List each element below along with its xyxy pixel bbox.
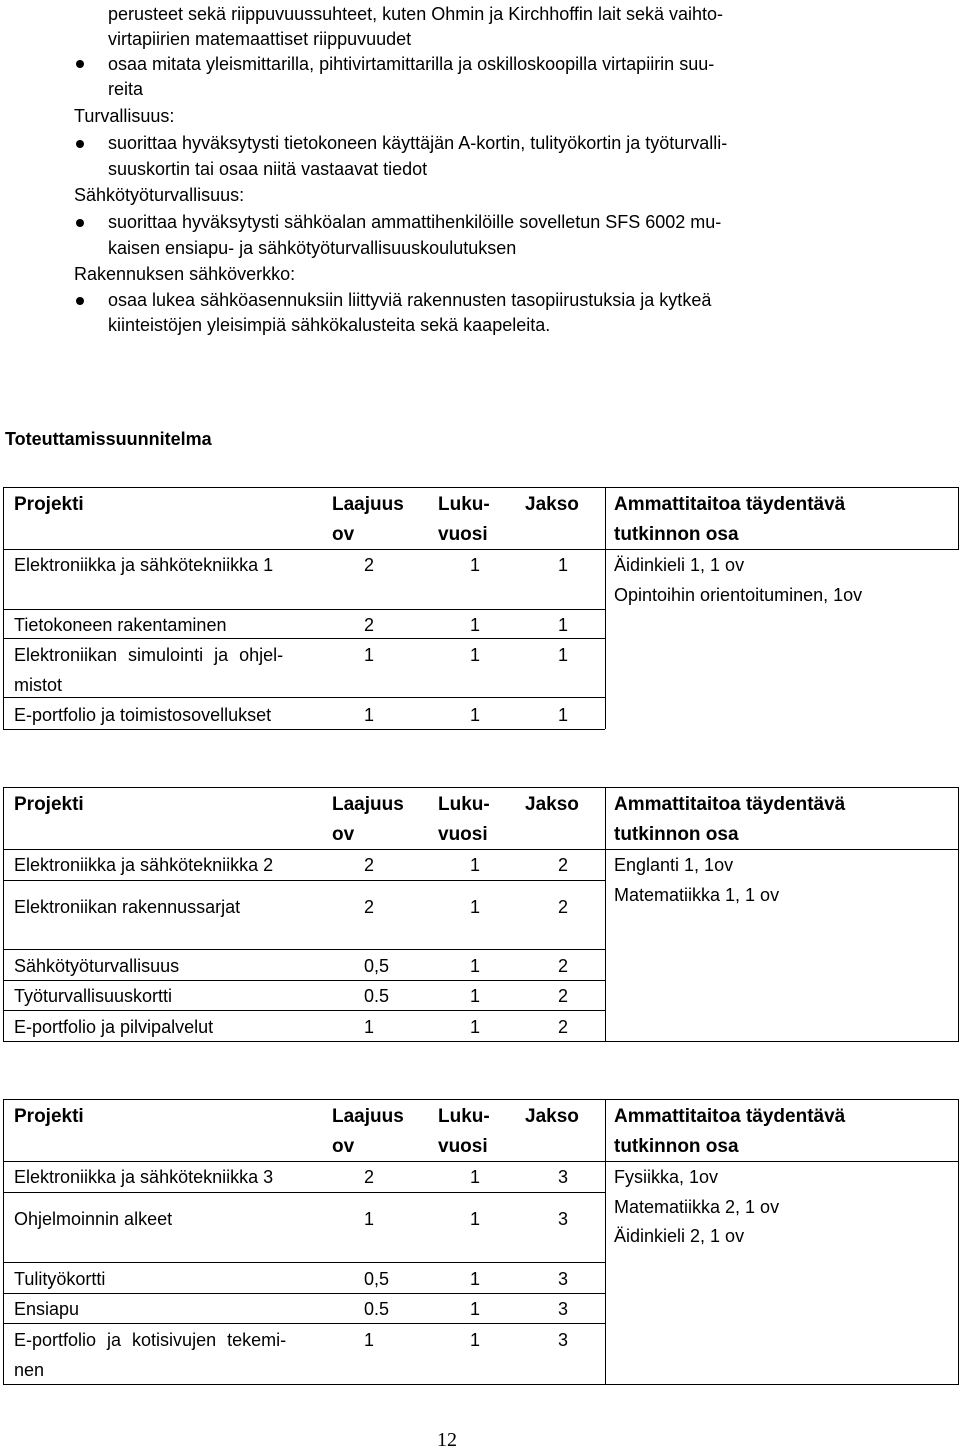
section-title: Toteuttamissuunnitelma xyxy=(5,429,212,449)
table-row-lukuvuosi: 1 xyxy=(470,855,481,875)
table-row-name: Elektroniikan rakennussarjat xyxy=(14,897,241,917)
header-projekti: Projekti xyxy=(14,494,84,515)
table-row-lukuvuosi: 1 xyxy=(470,1167,481,1187)
table-row-laajuus: 2 xyxy=(364,897,375,917)
header-laajuus: Laajuus xyxy=(332,1106,404,1127)
table-row-jakso: 1 xyxy=(558,645,569,665)
table-row-lukuvuosi: 1 xyxy=(470,956,481,976)
table-row-lukuvuosi: 1 xyxy=(470,897,481,917)
intro-line: suuskortin tai osaa niitä vastaavat tiedot xyxy=(108,159,428,179)
table-row-lukuvuosi: 1 xyxy=(470,1269,481,1289)
supplement-item: Matematiikka 1, 1 ov xyxy=(614,885,780,905)
table-row-laajuus: 2 xyxy=(364,555,375,575)
table-row-jakso: 2 xyxy=(558,1017,569,1037)
header-ammatti: Ammattitaitoa täydentävä xyxy=(614,494,846,515)
header-lukuvuosi: Luku- xyxy=(438,494,490,515)
header-lukuvuosi: Luku- xyxy=(438,1106,490,1127)
table-row-name: Elektroniikka ja sähkötekniikka 2 xyxy=(14,855,274,875)
table-row-name-cont: nen xyxy=(14,1360,45,1380)
header-lukuvuosi-2: vuosi xyxy=(438,1136,488,1157)
table-row-name: E-portfolio ja pilvipalvelut xyxy=(14,1017,214,1037)
table-row-name: Elektroniikan simulointi ja ohjel- xyxy=(14,645,284,665)
table-row-lukuvuosi: 1 xyxy=(470,645,481,665)
table-row-lukuvuosi: 1 xyxy=(470,705,481,725)
table-row-jakso: 2 xyxy=(558,897,569,917)
header-projekti: Projekti xyxy=(14,794,84,815)
subheading: Rakennuksen sähköverkko: xyxy=(74,264,296,284)
subheading: Turvallisuus: xyxy=(74,106,175,126)
header-ammatti-2: tutkinnon osa xyxy=(614,1136,739,1157)
table-row-name-cont: mistot xyxy=(14,675,63,695)
table-row-jakso: 1 xyxy=(558,615,569,635)
header-lukuvuosi-2: vuosi xyxy=(438,524,488,545)
table-row-name: Työturvallisuuskortti xyxy=(14,986,173,1006)
intro-line: virtapiirien matemaattiset riippuvuudet xyxy=(108,29,412,49)
intro-line: perusteet sekä riippuvuussuhteet, kuten Ohmin ja Kirchhoffin lait sekä vaihto- xyxy=(108,4,724,24)
table-row-lukuvuosi: 1 xyxy=(470,1299,481,1319)
table-row-laajuus: 1 xyxy=(364,1209,375,1229)
table-row-laajuus: 0,5 xyxy=(364,956,390,976)
table-row-lukuvuosi: 1 xyxy=(470,1209,481,1229)
header-laajuus: Laajuus xyxy=(332,494,404,515)
intro-line: kiinteistöjen yleisimpiä sähkökalusteita sekä kaapeleita. xyxy=(108,315,551,335)
table-row-laajuus: 1 xyxy=(364,1330,375,1350)
table-row-laajuus: 1 xyxy=(364,705,375,725)
header-jakso: Jakso xyxy=(525,794,579,815)
table-row-jakso: 3 xyxy=(558,1209,569,1229)
bullet-icon xyxy=(76,219,84,227)
header-laajuus: Laajuus xyxy=(332,794,404,815)
header-ammatti-2: tutkinnon osa xyxy=(614,824,739,845)
table-row-lukuvuosi: 1 xyxy=(470,1017,481,1037)
table-row-jakso: 2 xyxy=(558,986,569,1006)
intro-line: reita xyxy=(108,79,144,99)
supplement-item: Englanti 1, 1ov xyxy=(614,855,734,875)
table-row-lukuvuosi: 1 xyxy=(470,615,481,635)
table-row-laajuus: 1 xyxy=(364,645,375,665)
table-row-jakso: 3 xyxy=(558,1167,569,1187)
header-jakso: Jakso xyxy=(525,494,579,515)
table-row-lukuvuosi: 1 xyxy=(470,555,481,575)
supplement-item: Matematiikka 2, 1 ov xyxy=(614,1197,780,1217)
bullet-icon xyxy=(76,140,84,148)
header-laajuus-unit: ov xyxy=(332,824,355,845)
intro-line: osaa mitata yleismittarilla, pihtivirtamittarilla ja oskilloskoopilla virtapiirin suu- xyxy=(108,54,715,74)
header-ammatti-2: tutkinnon osa xyxy=(614,524,739,545)
table-row-name: Tulityökortti xyxy=(14,1269,106,1289)
table-row-lukuvuosi: 1 xyxy=(470,986,481,1006)
supplement-item: Opintoihin orientoituminen, 1ov xyxy=(614,585,863,605)
table-row-laajuus: 0.5 xyxy=(364,986,390,1006)
table-row-name: Elektroniikka ja sähkötekniikka 3 xyxy=(14,1167,274,1187)
header-lukuvuosi: Luku- xyxy=(438,794,490,815)
table-row-name: Tietokoneen rakentaminen xyxy=(14,615,227,635)
table-row-jakso: 2 xyxy=(558,956,569,976)
bullet-icon xyxy=(76,60,84,68)
supplement-item: Äidinkieli 2, 1 ov xyxy=(614,1226,745,1246)
table-row-lukuvuosi: 1 xyxy=(470,1330,481,1350)
table-row-name: E-portfolio ja toimistosovellukset xyxy=(14,705,272,725)
table-row-laajuus: 2 xyxy=(364,615,375,635)
supplement-item: Äidinkieli 1, 1 ov xyxy=(614,555,745,575)
table-row-name: Ohjelmoinnin alkeet xyxy=(14,1209,173,1229)
table-row-name: E-portfolio ja kotisivujen tekemi- xyxy=(14,1330,287,1350)
header-laajuus-unit: ov xyxy=(332,1136,355,1157)
subheading: Sähkötyöturvallisuus: xyxy=(74,185,245,205)
intro-line: suorittaa hyväksytysti tietokoneen käyttäjän A-kortin, tulityökortin ja työturvalli- xyxy=(108,133,728,153)
table-row-jakso: 3 xyxy=(558,1299,569,1319)
table-row-name: Sähkötyöturvallisuus xyxy=(14,956,180,976)
header-jakso: Jakso xyxy=(525,1106,579,1127)
table-row-laajuus: 2 xyxy=(364,1167,375,1187)
page-number: 12 xyxy=(437,1429,457,1451)
supplement-item: Fysiikka, 1ov xyxy=(614,1167,719,1187)
table-row-name: Elektroniikka ja sähkötekniikka 1 xyxy=(14,555,274,575)
table-row-laajuus: 1 xyxy=(364,1017,375,1037)
table-row-jakso: 1 xyxy=(558,555,569,575)
intro-line: suorittaa hyväksytysti sähköalan ammattihenkilöille sovelletun SFS 6002 mu- xyxy=(108,212,722,232)
header-laajuus-unit: ov xyxy=(332,524,355,545)
table-row-name: Ensiapu xyxy=(14,1299,80,1319)
header-projekti: Projekti xyxy=(14,1106,84,1127)
table-row-jakso: 2 xyxy=(558,855,569,875)
intro-line: kaisen ensiapu- ja sähkötyöturvallisuuskoulutuksen xyxy=(108,238,517,258)
header-ammatti: Ammattitaitoa täydentävä xyxy=(614,1106,846,1127)
table-row-laajuus: 2 xyxy=(364,855,375,875)
intro-line: osaa lukea sähköasennuksiin liittyviä rakennusten tasopiirustuksia ja kytkeä xyxy=(108,290,712,310)
header-ammatti: Ammattitaitoa täydentävä xyxy=(614,794,846,815)
table-row-laajuus: 0,5 xyxy=(364,1269,390,1289)
table-row-jakso: 1 xyxy=(558,705,569,725)
table-row-laajuus: 0.5 xyxy=(364,1299,390,1319)
table-row-jakso: 3 xyxy=(558,1269,569,1289)
bullet-icon xyxy=(76,297,84,305)
table-row-jakso: 3 xyxy=(558,1330,569,1350)
header-lukuvuosi-2: vuosi xyxy=(438,824,488,845)
